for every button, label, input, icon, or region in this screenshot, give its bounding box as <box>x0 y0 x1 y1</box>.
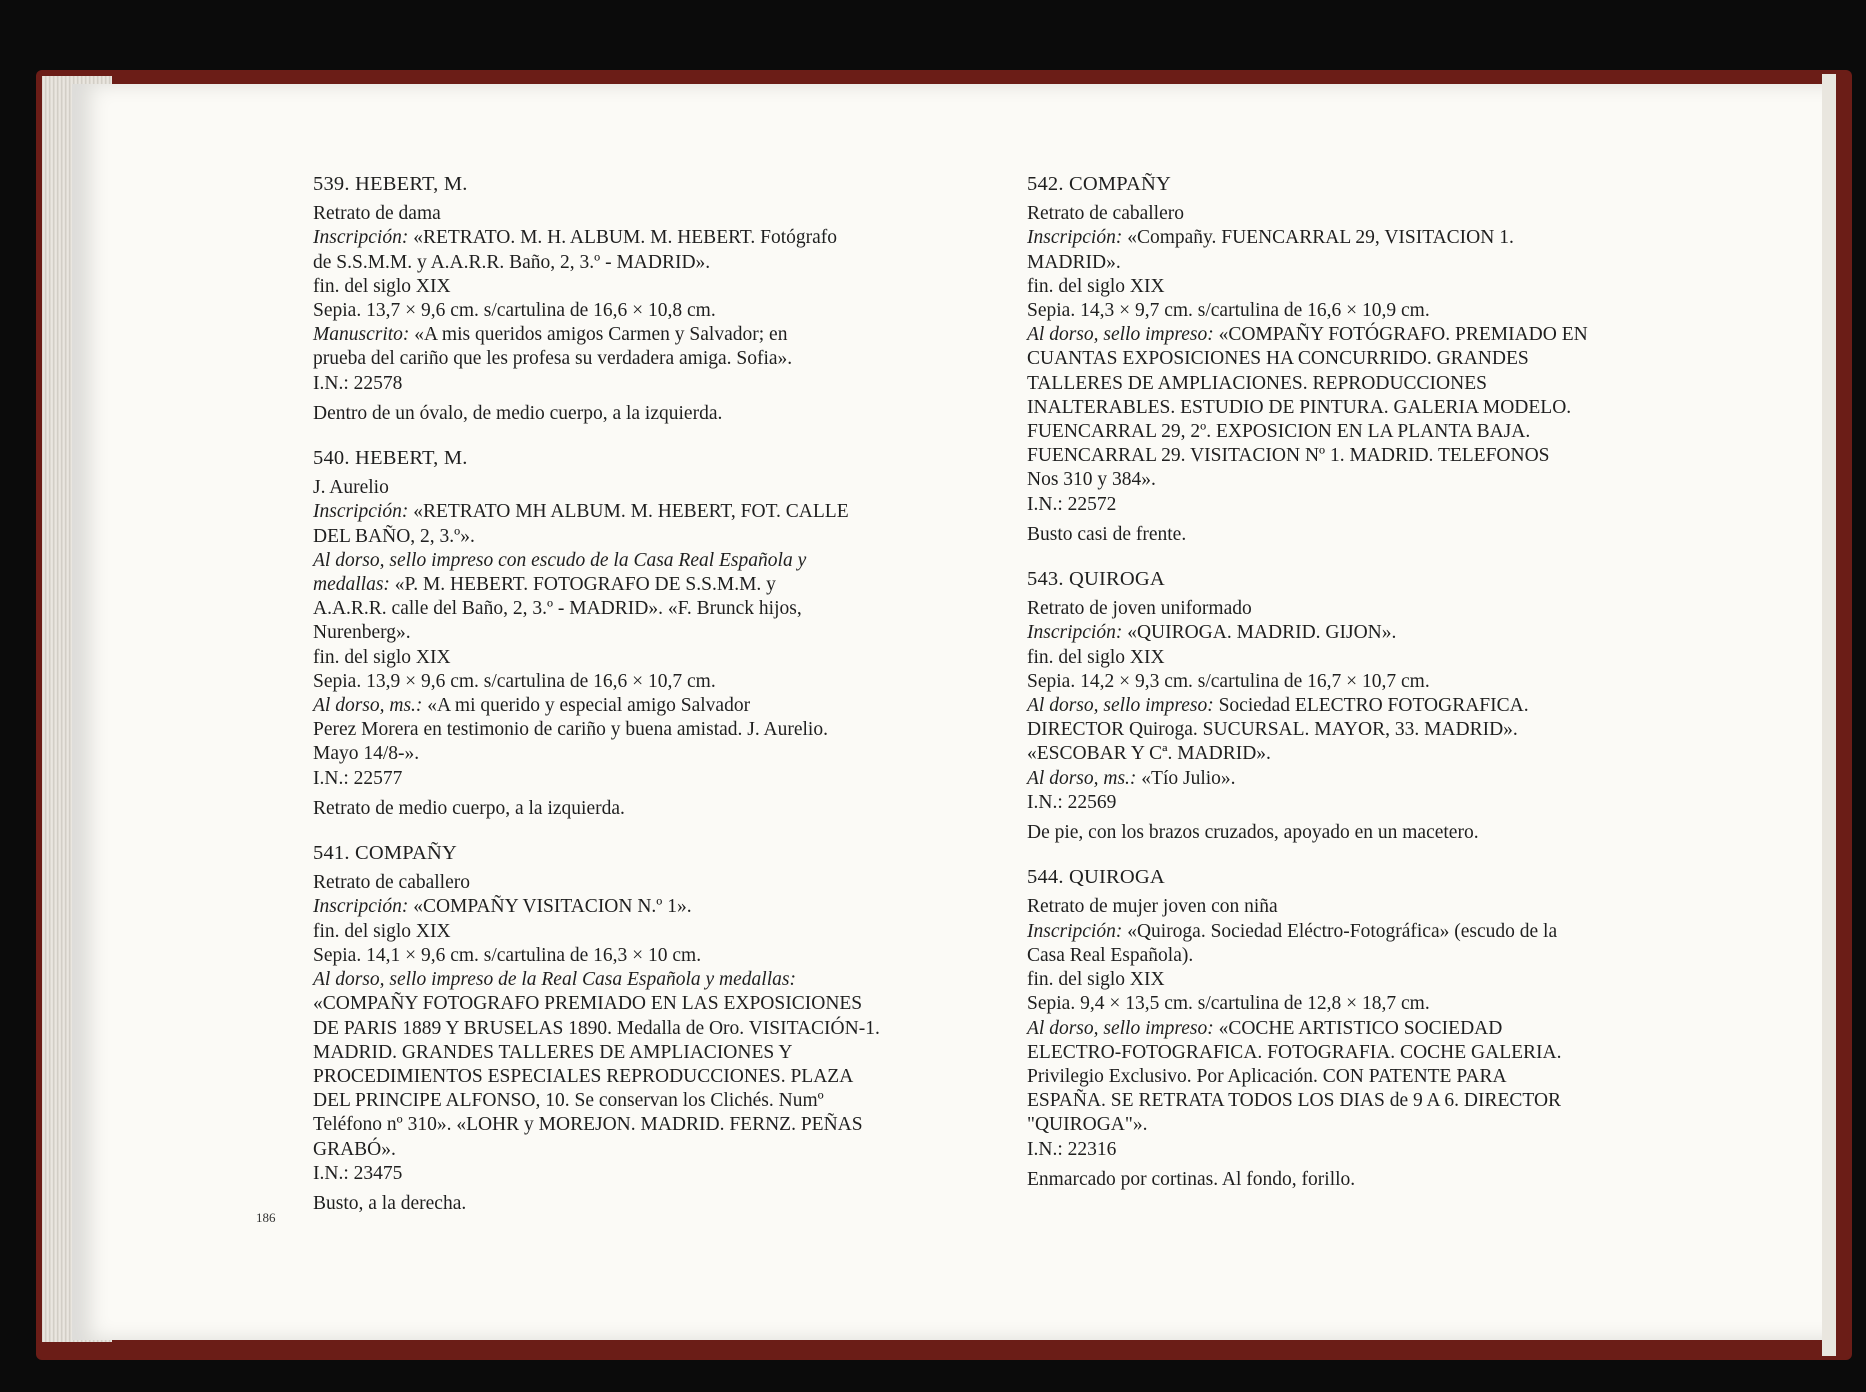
entry-line <box>313 347 963 371</box>
entry-line <box>1027 372 1677 396</box>
entry-line <box>1027 1017 1677 1041</box>
field-text: «Quiroga. Sociedad Eléctro-Fotográfica» (escudo de la <box>1122 920 1558 942</box>
entry-line <box>1027 347 1677 371</box>
field-text: «RETRATO. M. H. ALBUM. M. HEBERT. Fotógrafo <box>408 227 838 249</box>
field-label: Inscripción: <box>313 501 409 523</box>
entry-heading: 540. HEBERT, M. <box>313 447 468 470</box>
field-text: ESPAÑA. SE RETRATA TODOS LOS DIAS de 9 A 6. DIRECTOR <box>1027 1090 1562 1112</box>
entry-heading: 541. COMPAÑY <box>313 842 458 865</box>
field-label: Al dorso, sello impreso: <box>1027 695 1214 717</box>
field-text: «P. M. HEBERT. FOTOGRAFO DE S.S.M.M. y <box>389 574 776 596</box>
field-text: I.N.: 22577 <box>313 767 403 789</box>
field-label: medallas: <box>313 574 390 596</box>
field-label: Al dorso, ms.: <box>1027 767 1137 789</box>
entry-line <box>313 251 963 275</box>
field-text: PROCEDIMIENTOS ESPECIALES REPRODUCCIONES. PLAZA <box>313 1065 854 1087</box>
field-text: I.N.: 22578 <box>313 372 403 394</box>
field-text: Al dorso, sello impreso con escudo de la Casa Real Española y <box>313 549 807 571</box>
entry-line <box>313 742 963 766</box>
field-text: I.N.: 22569 <box>1027 791 1117 813</box>
entry-line <box>1027 718 1677 742</box>
field-text: Sepia. 13,7 × 9,6 cm. s/cartulina de 16,6 × 10,8 cm. <box>313 300 716 322</box>
entry-description: Retrato de medio cuerpo, a la izquierda. <box>313 797 625 819</box>
entry-line <box>313 646 963 670</box>
entry-line <box>1027 299 1677 323</box>
field-text: Teléfono nº 310». «LOHR y MOREJON. MADRID. FERNZ. PEÑAS <box>313 1114 863 1136</box>
entry-line <box>313 1113 963 1137</box>
entry-line <box>313 920 963 944</box>
field-text: I.N.: 22316 <box>1027 1138 1117 1160</box>
field-label: Al dorso, sello impreso: <box>1027 324 1214 346</box>
entry-line <box>1027 493 1677 517</box>
entry-line <box>1027 895 1677 919</box>
field-text: CUANTAS EXPOSICIONES HA CONCURRIDO. GRANDES <box>1027 348 1529 370</box>
entry-line <box>1027 1138 1677 1162</box>
field-text: "QUIROGA"». <box>1027 1114 1148 1136</box>
field-label: Al dorso, ms.: <box>313 695 423 717</box>
field-text: fin. del siglo XIX <box>1027 275 1165 297</box>
catalog-entry <box>313 841 963 1216</box>
field-label: Inscripción: <box>1027 920 1123 942</box>
field-text: TALLERES DE AMPLIACIONES. REPRODUCCIONES <box>1027 372 1487 394</box>
page-number: 186 <box>256 1210 276 1225</box>
field-text: Perez Morera en testimonio de cariño y buena amistad. J. Aurelio. <box>313 719 828 741</box>
field-text: Sepia. 9,4 × 13,5 cm. s/cartulina de 12,8 × 18,7 cm. <box>1027 993 1430 1015</box>
entry-line <box>313 871 963 895</box>
entry-description: De pie, con los brazos cruzados, apoyado en un macetero. <box>1027 822 1479 844</box>
field-text: J. Aurelio <box>313 477 389 499</box>
field-label: Inscripción: <box>313 896 409 918</box>
field-text: «QUIROGA. MADRID. GIJON». <box>1122 622 1397 644</box>
field-text: ELECTRO-FOTOGRAFICA. FOTOGRAFIA. COCHE GALERIA. <box>1027 1041 1562 1063</box>
field-text: fin. del siglo XIX <box>313 920 451 942</box>
field-text: I.N.: 22572 <box>1027 493 1117 515</box>
field-text: Casa Real Española). <box>1027 944 1194 966</box>
field-text: Privilegio Exclusivo. Por Aplicación. CON PATENTE PARA <box>1027 1065 1507 1087</box>
entry-line <box>313 694 963 718</box>
field-text: Retrato de joven uniformado <box>1027 598 1252 620</box>
field-label: Inscripción: <box>313 227 409 249</box>
field-text: «Tío Julio». <box>1136 767 1236 789</box>
field-text: DEL BAÑO, 2, 3.º». <box>313 525 475 547</box>
entry-line <box>313 323 963 347</box>
entry-line <box>1027 202 1677 226</box>
right-column <box>1027 172 1677 1212</box>
entry-line <box>1027 670 1677 694</box>
field-text: «COMPAÑY FOTÓGRAFO. PREMIADO EN <box>1213 324 1588 346</box>
entry-line <box>1027 992 1677 1016</box>
entry-line <box>1027 1065 1677 1089</box>
entry-line <box>1027 597 1677 621</box>
entry-line <box>1027 444 1677 468</box>
entry-line <box>1027 1089 1677 1113</box>
entry-line <box>1027 694 1677 718</box>
entry-line <box>313 895 963 919</box>
catalog-entry <box>313 172 963 426</box>
catalog-entry <box>1027 172 1677 547</box>
entry-line <box>1027 275 1677 299</box>
field-text: GRABÓ». <box>313 1138 396 1160</box>
entry-line <box>313 500 963 524</box>
right-page-edge <box>1822 74 1836 1356</box>
field-text: MADRID». <box>1027 251 1121 273</box>
catalog-entry <box>313 446 963 821</box>
entry-line <box>313 1041 963 1065</box>
field-text: Sepia. 14,2 × 9,3 cm. s/cartulina de 16,7 × 10,7 cm. <box>1027 670 1430 692</box>
field-text: Nurenberg». <box>313 622 411 644</box>
field-label: Manuscrito: <box>313 324 410 346</box>
entry-line <box>313 621 963 645</box>
entry-line <box>313 202 963 226</box>
field-text: «A mis queridos amigos Carmen y Salvador; en <box>409 324 788 346</box>
entry-description: Busto casi de frente. <box>1027 523 1187 545</box>
entry-heading: 542. COMPAÑY <box>1027 173 1172 195</box>
entry-line <box>1027 646 1677 670</box>
entry-line <box>313 1138 963 1162</box>
field-text: Sepia. 14,3 × 9,7 cm. s/cartulina de 16,6 × 10,9 cm. <box>1027 300 1430 322</box>
entry-line <box>313 944 963 968</box>
entry-line <box>1027 226 1677 250</box>
entry-line <box>313 992 963 1016</box>
field-text: «RETRATO MH ALBUM. M. HEBERT, FOT. CALLE <box>408 501 849 523</box>
catalog-entry <box>1027 865 1677 1192</box>
field-text: fin. del siglo XIX <box>1027 969 1165 991</box>
field-text: FUENCARRAL 29, 2º. EXPOSICION EN LA PLANTA BAJA. <box>1027 421 1531 443</box>
entry-description: Dentro de un óvalo, de medio cuerpo, a la izquierda. <box>313 402 723 424</box>
field-text: Al dorso, sello impreso de la Real Casa Española y medallas: <box>313 969 796 991</box>
entry-line <box>1027 396 1677 420</box>
entry-line <box>313 372 963 396</box>
entry-line <box>1027 251 1677 275</box>
entry-line <box>313 1017 963 1041</box>
field-text: Nos 310 y 384». <box>1027 469 1156 491</box>
entry-description: Busto, a la derecha. <box>313 1192 467 1214</box>
field-text: MADRID. GRANDES TALLERES DE AMPLIACIONES Y <box>313 1041 793 1063</box>
field-text: FUENCARRAL 29. VISITACION Nº 1. MADRID. TELEFONOS <box>1027 445 1550 467</box>
field-text: Retrato de caballero <box>313 872 470 894</box>
field-text: Mayo 14/8-». <box>313 743 420 765</box>
field-text: «COMPAÑY VISITACION N.º 1». <box>408 896 692 918</box>
field-text: INALTERABLES. ESTUDIO DE PINTURA. GALERIA MODELO. <box>1027 396 1572 418</box>
field-text: «ESCOBAR Y Cª. MADRID». <box>1027 743 1271 765</box>
entry-line <box>1027 920 1677 944</box>
field-text: DEL PRINCIPE ALFONSO, 10. Se conservan los Clichés. Numº <box>313 1090 824 1112</box>
entry-line <box>313 968 963 992</box>
field-text: Retrato de mujer joven con niña <box>1027 896 1278 918</box>
field-text: fin. del siglo XIX <box>313 646 451 668</box>
entry-line <box>313 476 963 500</box>
entry-line <box>1027 1041 1677 1065</box>
entry-line <box>1027 742 1677 766</box>
field-text: Sepia. 14,1 × 9,6 cm. s/cartulina de 16,3 × 10 cm. <box>313 944 702 966</box>
field-text: DE PARIS 1889 Y BRUSELAS 1890. Medalla de Oro. VISITACIÓN-1. <box>313 1017 880 1039</box>
entry-line <box>1027 420 1677 444</box>
entry-line <box>1027 944 1677 968</box>
entry-line <box>313 1162 963 1186</box>
entry-line <box>313 573 963 597</box>
entry-line <box>313 275 963 299</box>
entry-line <box>313 549 963 573</box>
entry-line <box>313 525 963 549</box>
entry-line <box>1027 621 1677 645</box>
field-label: Inscripción: <box>1027 622 1123 644</box>
entry-line <box>1027 968 1677 992</box>
left-column <box>313 172 963 1236</box>
catalog-entry <box>1027 567 1677 845</box>
field-text: «Compañy. FUENCARRAL 29, VISITACION 1. <box>1122 227 1514 249</box>
entry-line <box>313 1089 963 1113</box>
field-text: de S.S.M.M. y A.A.R.R. Baño, 2, 3.º - MADRID». <box>313 251 711 273</box>
entry-line <box>1027 1113 1677 1137</box>
field-text: Sociedad ELECTRO FOTOGRAFICA. <box>1213 695 1529 717</box>
entry-line <box>313 767 963 791</box>
field-text: fin. del siglo XIX <box>313 275 451 297</box>
field-label: Inscripción: <box>1027 227 1123 249</box>
field-text: prueba del cariño que les profesa su verdadera amiga. Sofia». <box>313 348 793 370</box>
entry-heading: 543. QUIROGA <box>1027 568 1165 591</box>
field-text: «COCHE ARTISTICO SOCIEDAD <box>1213 1017 1503 1039</box>
entry-line <box>1027 323 1677 347</box>
field-label: Al dorso, sello impreso: <box>1027 1017 1214 1039</box>
entry-line <box>1027 767 1677 791</box>
field-text: A.A.R.R. calle del Baño, 2, 3.º - MADRID». «F. Brunck hijos, <box>313 598 802 620</box>
field-text: I.N.: 23475 <box>313 1162 403 1184</box>
entry-line <box>313 299 963 323</box>
field-text: fin. del siglo XIX <box>1027 646 1165 668</box>
field-text: «A mi querido y especial amigo Salvador <box>422 695 751 717</box>
entry-line <box>313 597 963 621</box>
field-text: Sepia. 13,9 × 9,6 cm. s/cartulina de 16,6 × 10,7 cm. <box>313 670 716 692</box>
field-text: Retrato de dama <box>313 203 441 225</box>
field-text: DIRECTOR Quiroga. SUCURSAL. MAYOR, 33. MADRID». <box>1027 719 1518 741</box>
entry-line <box>1027 468 1677 492</box>
entry-line <box>313 1065 963 1089</box>
entry-description: Enmarcado por cortinas. Al fondo, forillo. <box>1027 1168 1356 1190</box>
entry-line <box>313 226 963 250</box>
entry-line <box>313 670 963 694</box>
entry-line <box>313 718 963 742</box>
entry-line <box>1027 791 1677 815</box>
field-text: «COMPAÑY FOTOGRAFO PREMIADO EN LAS EXPOSICIONES <box>313 993 863 1015</box>
entry-heading: 539. HEBERT, M. <box>313 173 468 195</box>
entry-heading: 544. QUIROGA <box>1027 866 1165 889</box>
field-text: Retrato de caballero <box>1027 203 1184 225</box>
